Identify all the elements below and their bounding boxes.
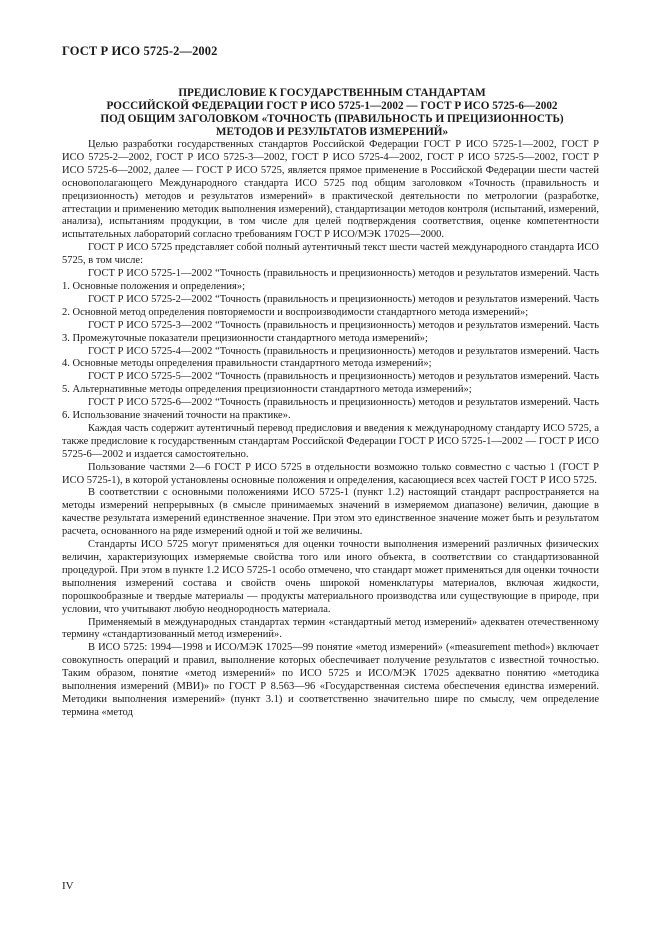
title-line: РОССИЙСКОЙ ФЕДЕРАЦИИ ГОСТ Р ИСО 5725-1—2002 — ГОСТ Р ИСО 5725-6—2002	[106, 100, 558, 112]
paragraph-part-1: ГОСТ Р ИСО 5725-1—2002 “Точность (правильность и прецизионность) методов и результатов измерений. Часть 1. Основные положения и определения»;	[62, 268, 599, 292]
paragraph-purpose: Целью разработки государственных стандартов Российской Федерации ГОСТ Р ИСО 5725-1—2002, ГОСТ Р ИСО 5725-2—2002, ГОСТ Р ИСО 5725-3—2002, ГОСТ Р ИСО 5725-4—2002, ГОСТ Р ИСО 5725-5—2002, ГОСТ Р ИСО 5725-6—2002, далее — ГОСТ Р ИСО 5725, является прямое применение в Российской Федерации шести частей основополагающего Международного стандарта ИСО 5725 под общим заголовком «Точность (правильность и прецизионность) методов и результатов измерений» в практической деятельности по метрологии (разработке, аттестации и применению методик выполнения измерений), стандартизации методов контроля (испытаний, измерений, анализа), испытаниям продукции, в том числе для целей подтверждения соответствия, оценке компетентности испытательных лабораторий согласно требованиям ГОСТ Р ИСО/МЭК 17025—2000.	[62, 139, 599, 241]
paragraph-measurement-method: В ИСО 5725: 1994—1998 и ИСО/МЭК 17025—99 понятие «метод измерений» («measurement method») включает совокупность операций и правил, выполнение которых обеспечивает получение результатов с известной точностью. Таким образом, понятие «метод измерений» по ИСО 5725 и ИСО/МЭК 17025 адекватно понятию «методика выполнения измерений (МВИ)» по ГОСТ Р 8.563—96 «Государственная система обеспечения единства измерений. Методики выполнения измерений» (пункт 3.1) и соответственно значительно шире по смыслу, чем определение термина «метод	[62, 642, 599, 718]
paragraph-part-3: ГОСТ Р ИСО 5725-3—2002 “Точность (правильность и прецизионность) методов и результатов измерений. Часть 3. Промежуточные показатели прецизионности стандартного метода измерений»;	[62, 319, 599, 344]
paragraph-part-6: ГОСТ Р ИСО 5725-6—2002 “Точность (правильность и прецизионность) методов и результатов измерений. Часть 6. Использование значений точности на практике».	[62, 397, 599, 422]
paragraph-part-4: ГОСТ Р ИСО 5725-4—2002 “Точность (правильность и прецизионность) методов и результатов измерений. Часть 4. Основные методы определения правильности стандартного метода измерений»;	[62, 345, 599, 370]
running-header: ГОСТ Р ИСО 5725-2—2002	[62, 44, 218, 58]
paragraph-application: Стандарты ИСО 5725 могут применяться для оценки точности выполнения измерений различных физических величин, характеризующих измеряемые свойства того или иного объекта, в соответствии со стандартизованной процедурой. При этом в пункте 1.2 ИСО 5725-1 особо отмечено, что стандарт может применяться для оценки точности выполнения измерений состава и свойств очень широкой номенклатуры материалов, включая жидкости, порошкообразные и твердые материалы — продукты материального производства или существующие в природе, при условии, что учитывают любую неоднородность материала.	[62, 539, 599, 615]
title-line: ПРЕДИСЛОВИЕ К ГОСУДАРСТВЕННЫМ СТАНДАРТАМ	[178, 87, 486, 99]
page-number: IV	[62, 880, 74, 892]
paragraph-part-2: ГОСТ Р ИСО 5725-2—2002 “Точность (правильность и прецизионность) методов и результатов измерений. Часть 2. Основной метод определения повторяемости и воспроизводимости стандартного метода измерений»;	[62, 293, 599, 318]
section-title	[62, 87, 602, 139]
paragraph-part-5: ГОСТ Р ИСО 5725-5—2002 “Точность (правильность и прецизионность) методов и результатов измерений. Часть 5. Альтернативные методы определения прецизионности стандартного метода измерений»;	[62, 371, 599, 396]
title-line: ПОД ОБЩИМ ЗАГОЛОВКОМ «ТОЧНОСТЬ (ПРАВИЛЬНОСТЬ И ПРЕЦИЗИОННОСТЬ)	[100, 113, 564, 125]
paragraph-each-part: Каждая часть содержит аутентичный перевод предисловия и введения к международному стандарту ИСО 5725, а также предисловие к государственным стандартам Российской Федерации ГОСТ Р ИСО 5725-1—2002 — ГОСТ Р ИСО 5725-6—2002 и издается самостоятельно.	[62, 422, 599, 460]
body-text	[62, 139, 599, 720]
title-line: МЕТОДОВ И РЕЗУЛЬТАТОВ ИЗМЕРЕНИЙ»	[215, 126, 449, 138]
paragraph-term: Применяемый в международных стандартах термин «стандартный метод измерений» адекватен отечественному термину «стандартизованный метод измерений».	[62, 616, 599, 641]
paragraph-composition: ГОСТ Р ИСО 5725 представляет собой полный аутентичный текст шести частей международного стандарта ИСО 5725, в том числе:	[62, 242, 599, 267]
paragraph-scope: В соответствии с основными положениями ИСО 5725-1 (пункт 1.2) настоящий стандарт распространяется на методы измерений непрерывных (в смысле принимаемых значений в измеряемом диапазоне) величин, дающие в качестве результата измерений единственное значение. При этом это единственное значение может быть и результатом расчета, основанного на ряде измерений одной и той же величины.	[62, 487, 599, 538]
paragraph-usage: Пользование частями 2—6 ГОСТ Р ИСО 5725 в отдельности возможно только совместно с частью 1 (ГОСТ Р ИСО 5725-1), в которой установлены основные положения и определения, касающиеся всех частей ГОСТ Р ИСО 5725.	[62, 461, 599, 486]
